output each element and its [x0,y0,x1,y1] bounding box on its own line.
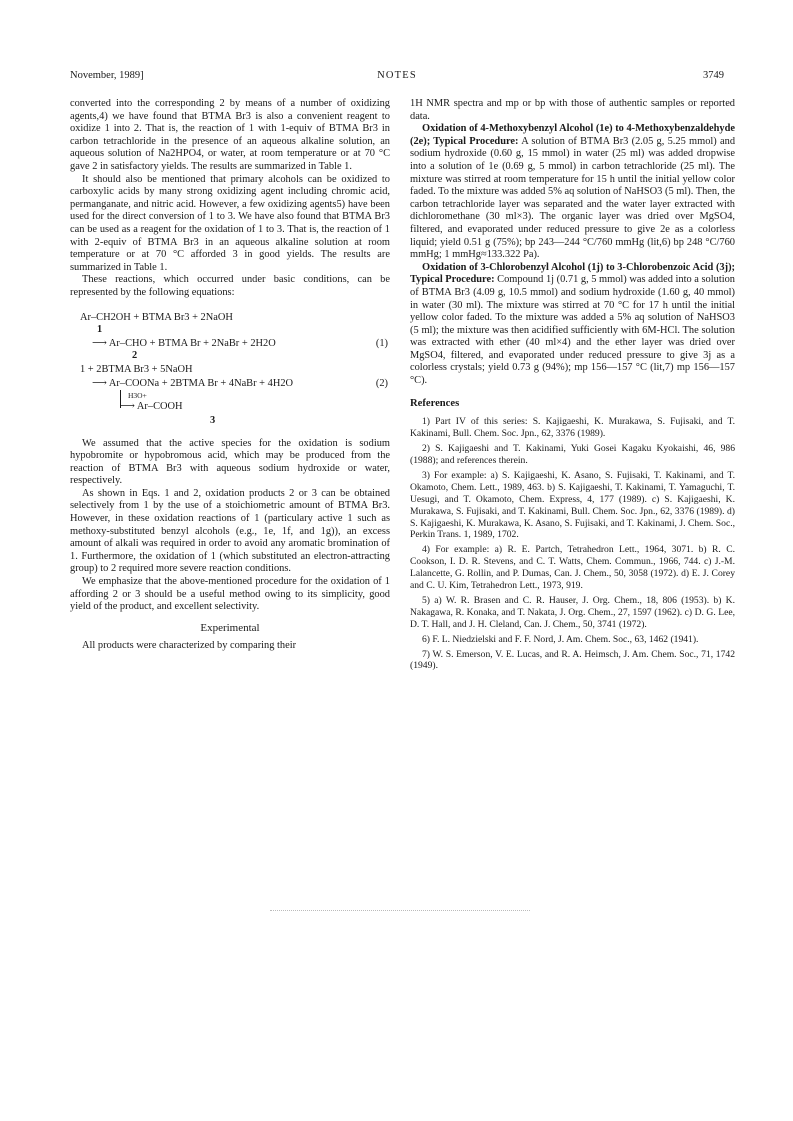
paragraph: We emphasize that the above-mentioned procedure for the oxidation of 1 affording 2 or 3 should be a useful method owing to its simplicity, good yield of the product, and excellent selectivity. [70,576,390,613]
reference-item: 2) S. Kajigaeshi and T. Kakinami, Yuki Gosei Kagaku Kyokaishi, 46, 986 (1988); and references therein. [410,443,735,466]
procedure-paragraph [410,262,735,388]
references-heading: References [410,397,460,409]
equation-line: ⟶ Ar–CHO + BTMA Br + 2NaBr + 2H2O [92,337,276,349]
paragraph: It should also be mentioned that primary alcohols can be oxidized to carboxylic acids by many strong oxidizing agent including chromic acid, permanganate, and nitric acid. However, a few oxidizing agents5) have been used for the direct conversion of 1 to 3. We have also found that BTMA Br3 can be used as a reagent for the oxidation of 1 to 3. That is, the reaction of 1 with 2-equiv of BTMA Br3 in an aqueous alkaline solution at room temperature or at 70 °C afforded 3 in good yields. The results are summarized in Table 1. [70,173,390,273]
equation-line: Ar–CH2OH + BTMA Br3 + 2NaOH [80,311,233,323]
compound-label: 2 [132,349,138,361]
header-page-number: 3749 [703,70,724,81]
equation-number: (1) [375,337,388,349]
scan-artifact-line [270,910,530,913]
right-column [410,98,735,675]
reference-item: 3) For example: a) S. Kajigaeshi, K. Asano, S. Fujisaki, T. Kakinami, and T. Okamoto, Chem. Lett., 1989, 463. b) S. Kajigaeshi, T. Kakinami, T. Yamaguchi, T. Uesugi, and T. Okamoto, Chem. Express, 4, 177 (1989). c) S. Kajigaeshi, K. Murakawa, S. Fujisaki, and T. Kakinami, Bull. Chem. Soc. Jpn., 62, 3376 (1989). d) S. Kajigaeshi, K. Murakawa, K. Asano, S. Fujisaki, and T. Kakinami, J. Chem. Soc., Perkin Trans. 1, 1989, 1702. [410,469,735,541]
header-date: November, 1989] [70,70,144,81]
equation-line: ⟶ Ar–COOH [120,400,183,412]
reference-item: 4) For example: a) R. E. Partch, Tetrahedron Lett., 1964, 3071. b) R. C. Cookson, I. D. R. Stevens, and C. T. Watts, Chem. Commun., 1966, 744. c) J.-M. Lalancette, G. Rollin, and P. Dumas, Can. J. Chem., 50, 3058 (1972). d) E. J. Corey and C. U. Kim, Tetrahedron Lett., 1973, 919. [410,544,735,592]
paragraph: We assumed that the active species for the oxidation is sodium hypobromite or hypobromous acid, which may be produced from the reaction of BTMA Br3 with aqueous sodium hydroxide or water, respectively. [70,437,390,487]
left-column [70,98,390,653]
reference-item: 6) F. L. Niedzielski and F. F. Nord, J. Am. Chem. Soc., 63, 1462 (1941). [422,633,699,645]
paragraph: 1H NMR spectra and mp or bp with those of authentic samples or reported data. [410,98,735,122]
procedure-title: Oxidation of 3-Chlorobenzyl Alcohol (1j) to 3-Chlorobenzoic Acid (3j); Typical Procedure: [410,261,735,286]
reference-item: 5) a) W. R. Brasen and C. R. Hauser, J. Org. Chem., 18, 806 (1953). b) K. Nakagawa, R. Konaka, and T. Nakata, J. Org. Chem., 27, 1597 (1962). c) D. G. Lee, D. T. Hall, and J. H. Cleland, Can. J. Chem., 50, 3741 (1972). [410,594,735,630]
reference-item: 7) W. S. Emerson, V. E. Lucas, and R. A. Heimsch, J. Am. Chem. Soc., 71, 1742 (1949). [410,648,735,672]
reagent-label: H3O+ [128,390,147,400]
section-heading: Experimental [200,621,260,634]
running-header [70,70,724,86]
equation-line: 1 + 2BTMA Br3 + 5NaOH [80,363,193,375]
equation-number: (2) [375,377,388,389]
paragraph: As shown in Eqs. 1 and 2, oxidation products 2 or 3 can be obtained selectively from 1 by the use of a stoichiometric amount of BTMA Br3. However, in these oxidation reactions of 1 (particulary active 1 such as methoxy-substituted benzyl alcohols (e.g., 1e, 1f, and 1g)), an excess amount of alkali was required in order to avoid any aromatic bromination of 1. Furthermore, the oxidation of 1 (which substituted an electron-attracting group) to 2 required more severe reaction conditions. [70,487,390,575]
procedure-paragraph [410,123,735,262]
header-section: NOTES [377,70,417,81]
procedure-title: Oxidation of 4-Methoxybenzyl Alcohol (1e) to 4-Methoxybenzaldehyde (2e); Typical Procedure: [410,123,735,147]
procedure-body: A solution of BTMA Br3 (2.05 g, 5.25 mmol) and sodium hydroxide (0.60 g, 15 mmol) in water (25 ml) was added dropwise into a solution of 1e (0.69 g, 5 mmol) in carbon tetrachloride (25 ml). The mixture was stirred at room temperature for 15 h until the initial yellow color faded. To the mixture was added 5% aq solution of NaHSO3 (5 ml). Then, the carbon tetrachloride layer was separated and the water layer extracted with dichloromethane (30 ml×3). The organic layer was dried over MgSO4, filtered, and evaporated under reduced pressure to give 2e as a colorless liquid; yield 0.51 g (75%); bp 243—244 °C/760 mmHg (lit,6) bp 248 °C/760 mmHg; 1 mmHg≈133.322 Pa). [410,135,736,261]
paragraph: These reactions, which occurred under basic conditions, can be represented by the following equations: [70,274,390,298]
reference-item: 1) Part IV of this series: S. Kajigaeshi, K. Murakawa, S. Fujisaki, and T. Kakinami, Bull. Chem. Soc. Jpn., 62, 3376 (1989). [410,416,735,440]
paragraph: All products were characterized by comparing their [82,640,297,652]
compound-label: 1 [97,323,103,335]
reaction-equations [70,312,390,432]
paragraph: converted into the corresponding 2 by means of a number of oxidizing agents,4) we have found that BTMA Br3 is also a convenient reagent to oxidize 1 into 2. That is, the reaction of 1 with 1-equiv of BTMA Br3 in carbon tetrachloride in the presence of an aqueous alkaline solution, an aqueous solution of Na2HPO4, or water, at room temperature or at 70 °C gave 2 in satisfactory yields. The results are summarized in Table 1. [70,98,390,172]
compound-label: 3 [210,414,216,426]
procedure-body: Compound 1j (0.71 g, 5 mmol) was added into a solution of BTMA Br3 (4.09 g, 10.5 mmol) and sodium hydroxide (1.60 g, 40 mmol) in water (30 ml). The mixture was stirred at 70 °C for 17 h until the initial yellow color faded. To the mixture was added a 5% aq solution of NaHSO3 (5 ml); the mixture was then acidified sufficiently with 6M-HCl. The solution was extracted with ether (40 ml×4) and the ether layer was dried over MgSO4, filtered, and evaporated under reduced pressure to give 3j as a colorless crystals; yield 0.73 g (94%); mp 156—157 °C (lit,7) mp 156—157 °C). [410,274,735,387]
equation-line: ⟶ Ar–COONa + 2BTMA Br + 4NaBr + 4H2O [92,377,294,389]
